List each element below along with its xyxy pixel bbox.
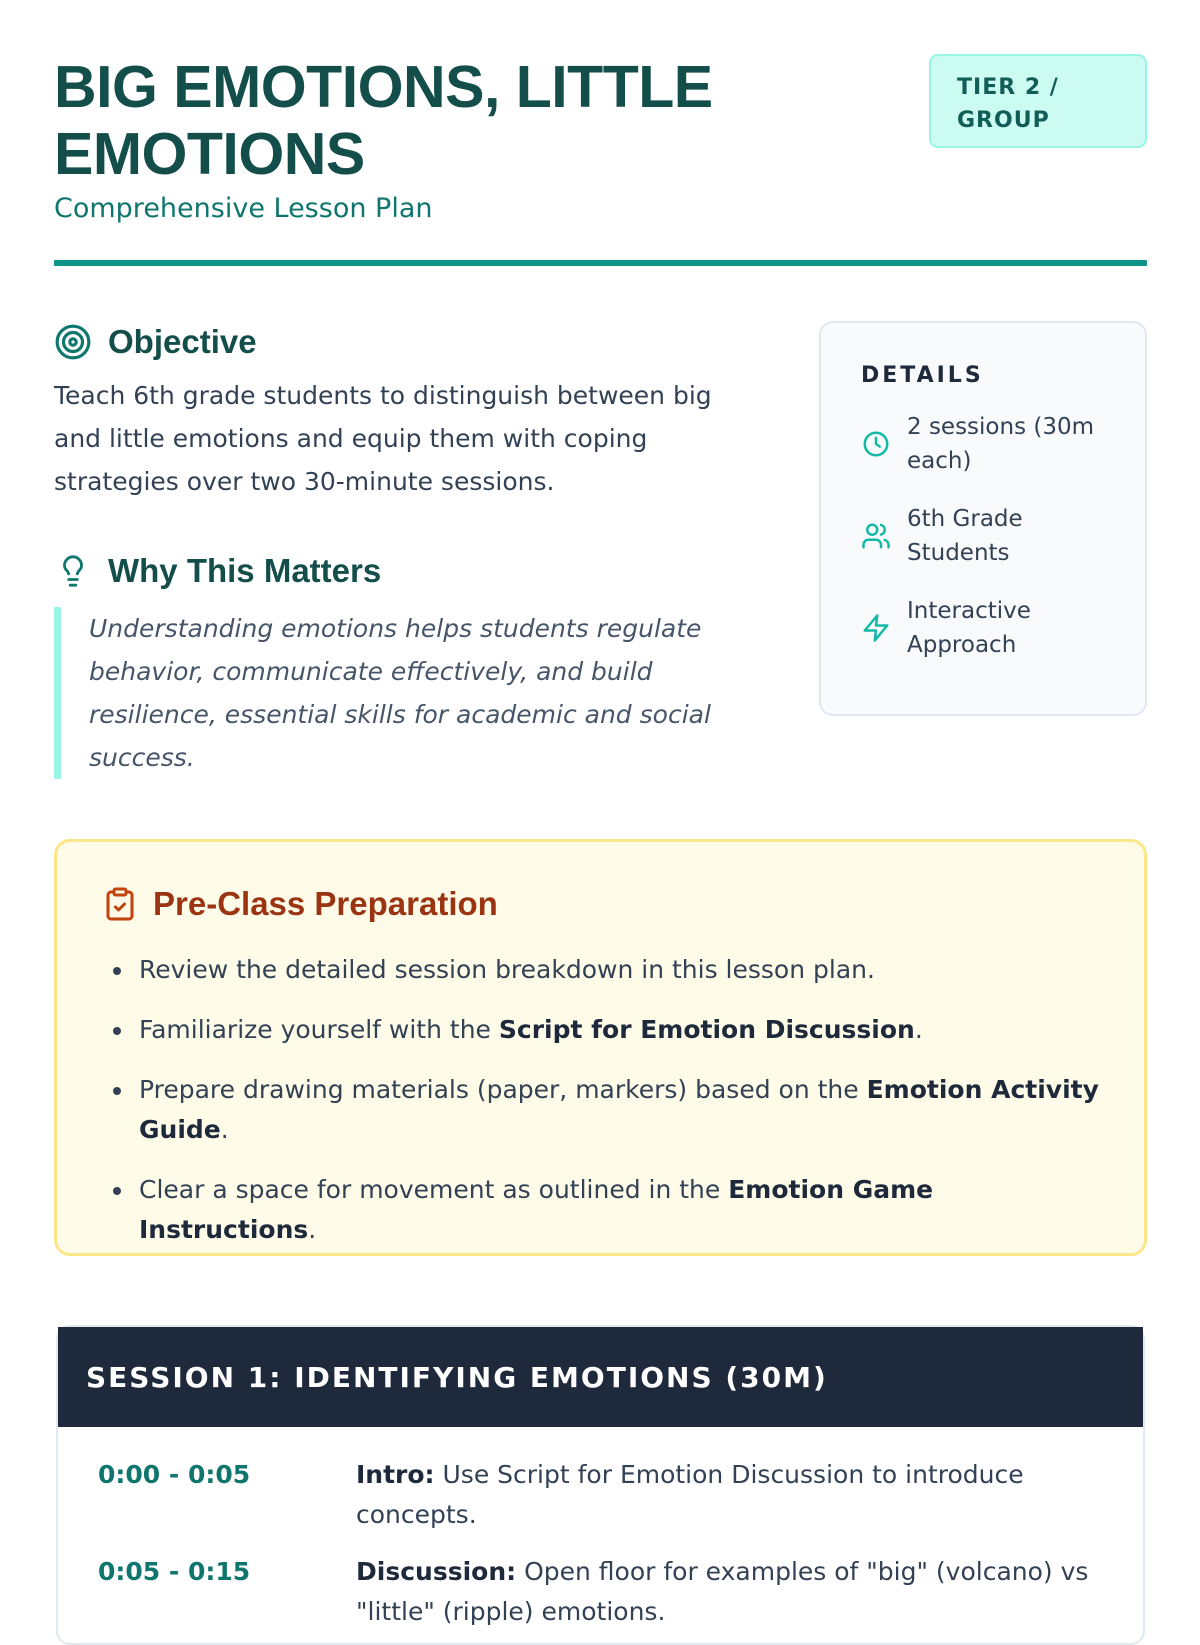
- prep-heading-label: Pre-Class Preparation: [153, 885, 498, 922]
- target-icon: [54, 323, 92, 361]
- prep-heading: [101, 884, 1100, 924]
- list-item: Clear a space for movement as outlined in the Emotion Game Instructions.: [139, 1170, 1100, 1250]
- lightning-icon: [861, 613, 891, 643]
- why-quote: Understanding emotions helps students regulate behavior, communicate effectively, and build resilience, essential skills for academic and social success.: [54, 607, 734, 779]
- clipboard-check-icon: [101, 885, 139, 923]
- detail-approach-text: Interactive Approach: [907, 598, 1031, 658]
- list-item: Review the detailed session breakdown in this lesson plan.: [139, 950, 1100, 990]
- table-row: [58, 1455, 1143, 1535]
- header: [54, 0, 1147, 269]
- detail-item-students: [861, 502, 1117, 570]
- table-row: [58, 1552, 1143, 1632]
- session-time: 0:05 - 0:15: [98, 1557, 251, 1586]
- details-card: [819, 321, 1147, 716]
- clock-icon: [861, 429, 891, 459]
- pre-class-preparation: [54, 839, 1147, 1256]
- session-description: Intro: Use Script for Emotion Discussion to introduce concepts.: [356, 1460, 1024, 1529]
- tier-badge: TIER 2 / GROUP: [929, 54, 1147, 148]
- objective-heading: [54, 322, 734, 362]
- users-icon: [861, 521, 891, 551]
- objective-text: Teach 6th grade students to distinguish between big and little emotions and equip them with coping strategies over two 30-minute sessions.: [54, 381, 712, 496]
- session-1-card: [56, 1325, 1145, 1645]
- list-item: Prepare drawing materials (paper, markers) based on the Emotion Activity Guide.: [139, 1070, 1100, 1150]
- list-item: Familiarize yourself with the Script for Emotion Discussion.: [139, 1010, 1100, 1050]
- why-heading: [54, 551, 734, 591]
- page-subtitle: Comprehensive Lesson Plan: [54, 193, 433, 224]
- lesson-plan-page: [54, 0, 1147, 1626]
- session-time: 0:00 - 0:05: [98, 1460, 251, 1489]
- details-title: DETAILS: [861, 363, 984, 388]
- session-1-schedule: [58, 1455, 1143, 1632]
- detail-item-sessions: [861, 410, 1117, 478]
- prep-list: [101, 950, 1100, 1250]
- why-heading-label: Why This Matters: [108, 552, 382, 589]
- detail-students-text: 6th Grade Students: [907, 506, 1023, 566]
- detail-sessions-text: 2 sessions (30m each): [907, 414, 1095, 474]
- session-description: Discussion: Open floor for examples of "big" (volcano) vs "little" (ripple) emotions.: [356, 1557, 1089, 1626]
- page-title: BIG EMOTIONS, LITTLE EMOTIONS: [54, 54, 713, 187]
- overview-section: [54, 322, 734, 779]
- detail-item-approach: [861, 594, 1117, 662]
- header-divider: [54, 260, 1147, 266]
- lightbulb-icon: [54, 552, 92, 590]
- objective-heading-label: Objective: [108, 323, 257, 360]
- session-1-title: SESSION 1: IDENTIFYING EMOTIONS (30M): [58, 1327, 1143, 1427]
